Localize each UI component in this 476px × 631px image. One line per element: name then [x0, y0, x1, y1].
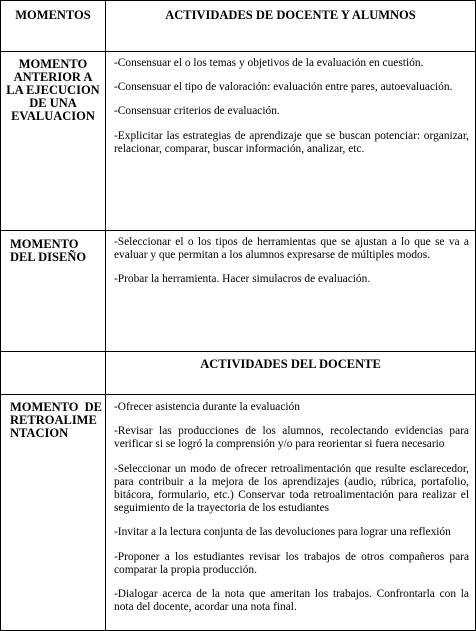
subheader-actividades-docente: ACTIVIDADES DEL DOCENTE: [200, 357, 381, 371]
row-label-momento-retroalimentacion: MOMENTO DE RETROALIMENTACION: [10, 400, 102, 440]
row-label-momento-diseno: MOMENTO DEL DISEÑO: [10, 237, 87, 264]
table-border-left: [0, 0, 1, 631]
row-divider: [0, 230, 476, 231]
list-item: -Consensuar el tipo de valoración: evaluación entre pares, autoevaluación.: [114, 81, 453, 94]
row-divider: [0, 394, 476, 395]
list-item: -Invitar a la lectura conjunta de las devoluciones para lograr una reflexión: [114, 526, 451, 539]
list-item: -Consensuar criterios de evaluación.: [114, 105, 280, 118]
table-border-top: [0, 0, 476, 1]
list-item: -Seleccionar el o los tipos de herramientas que se ajustan a lo que se va a evaluar y que permitan a los alumnos expresarse de múltiples modos.: [114, 236, 469, 262]
header-actividades: ACTIVIDADES DE DOCENTE Y ALUMNOS: [165, 8, 416, 22]
row-content-momento-diseno: [114, 236, 469, 287]
list-item: -Seleccionar un modo de ofrecer retroalimentación que resulte esclarecedor, para contribuir a la mejora de los aprendizajes (audio, rúbrica, portafolio, bitácora, formulario, etc.) Conservar toda retroalimentación para realizar el seguimiento de la trayectoria de los estudiantes: [114, 462, 469, 515]
list-item: -Ofrecer asistencia durante la evaluación: [114, 401, 300, 413]
header-momentos: MOMENTOS: [15, 8, 91, 22]
row-divider: [0, 351, 476, 352]
row-divider: [0, 51, 476, 52]
row-content-momento-anterior: [114, 57, 469, 156]
column-divider: [105, 0, 106, 631]
row-content-momento-retroalimentacion: [114, 401, 469, 614]
list-item: -Dialogar acerca de la nota que ameritan los trabajos. Confrontarla con la nota del docente, acordar una nota final.: [114, 588, 469, 614]
row-label-momento-anterior: MOMENTO ANTERIOR A LA EJECUCION DE UNA EVALUACION: [6, 57, 100, 123]
list-item: -Probar la herramienta. Hacer simulacros de evaluación.: [114, 273, 371, 286]
list-item: -Explicitar las estrategias de aprendizaje que se buscan potenciar: organizar, relacionar, comparar, buscar información, analizar, etc.: [114, 129, 469, 155]
list-item: -Proponer a los estudiantes revisar los trabajos de otros compañeros para comparar la propia producción.: [114, 550, 469, 576]
list-item: -Revisar las producciones de los alumnos, recolectando evidencias para verificar si se logró la comprensión y/o para reorientar si fuera necesario: [114, 425, 469, 451]
list-item: -Consensuar el o los temas y objetivos de la evaluación en cuestión.: [114, 57, 424, 69]
